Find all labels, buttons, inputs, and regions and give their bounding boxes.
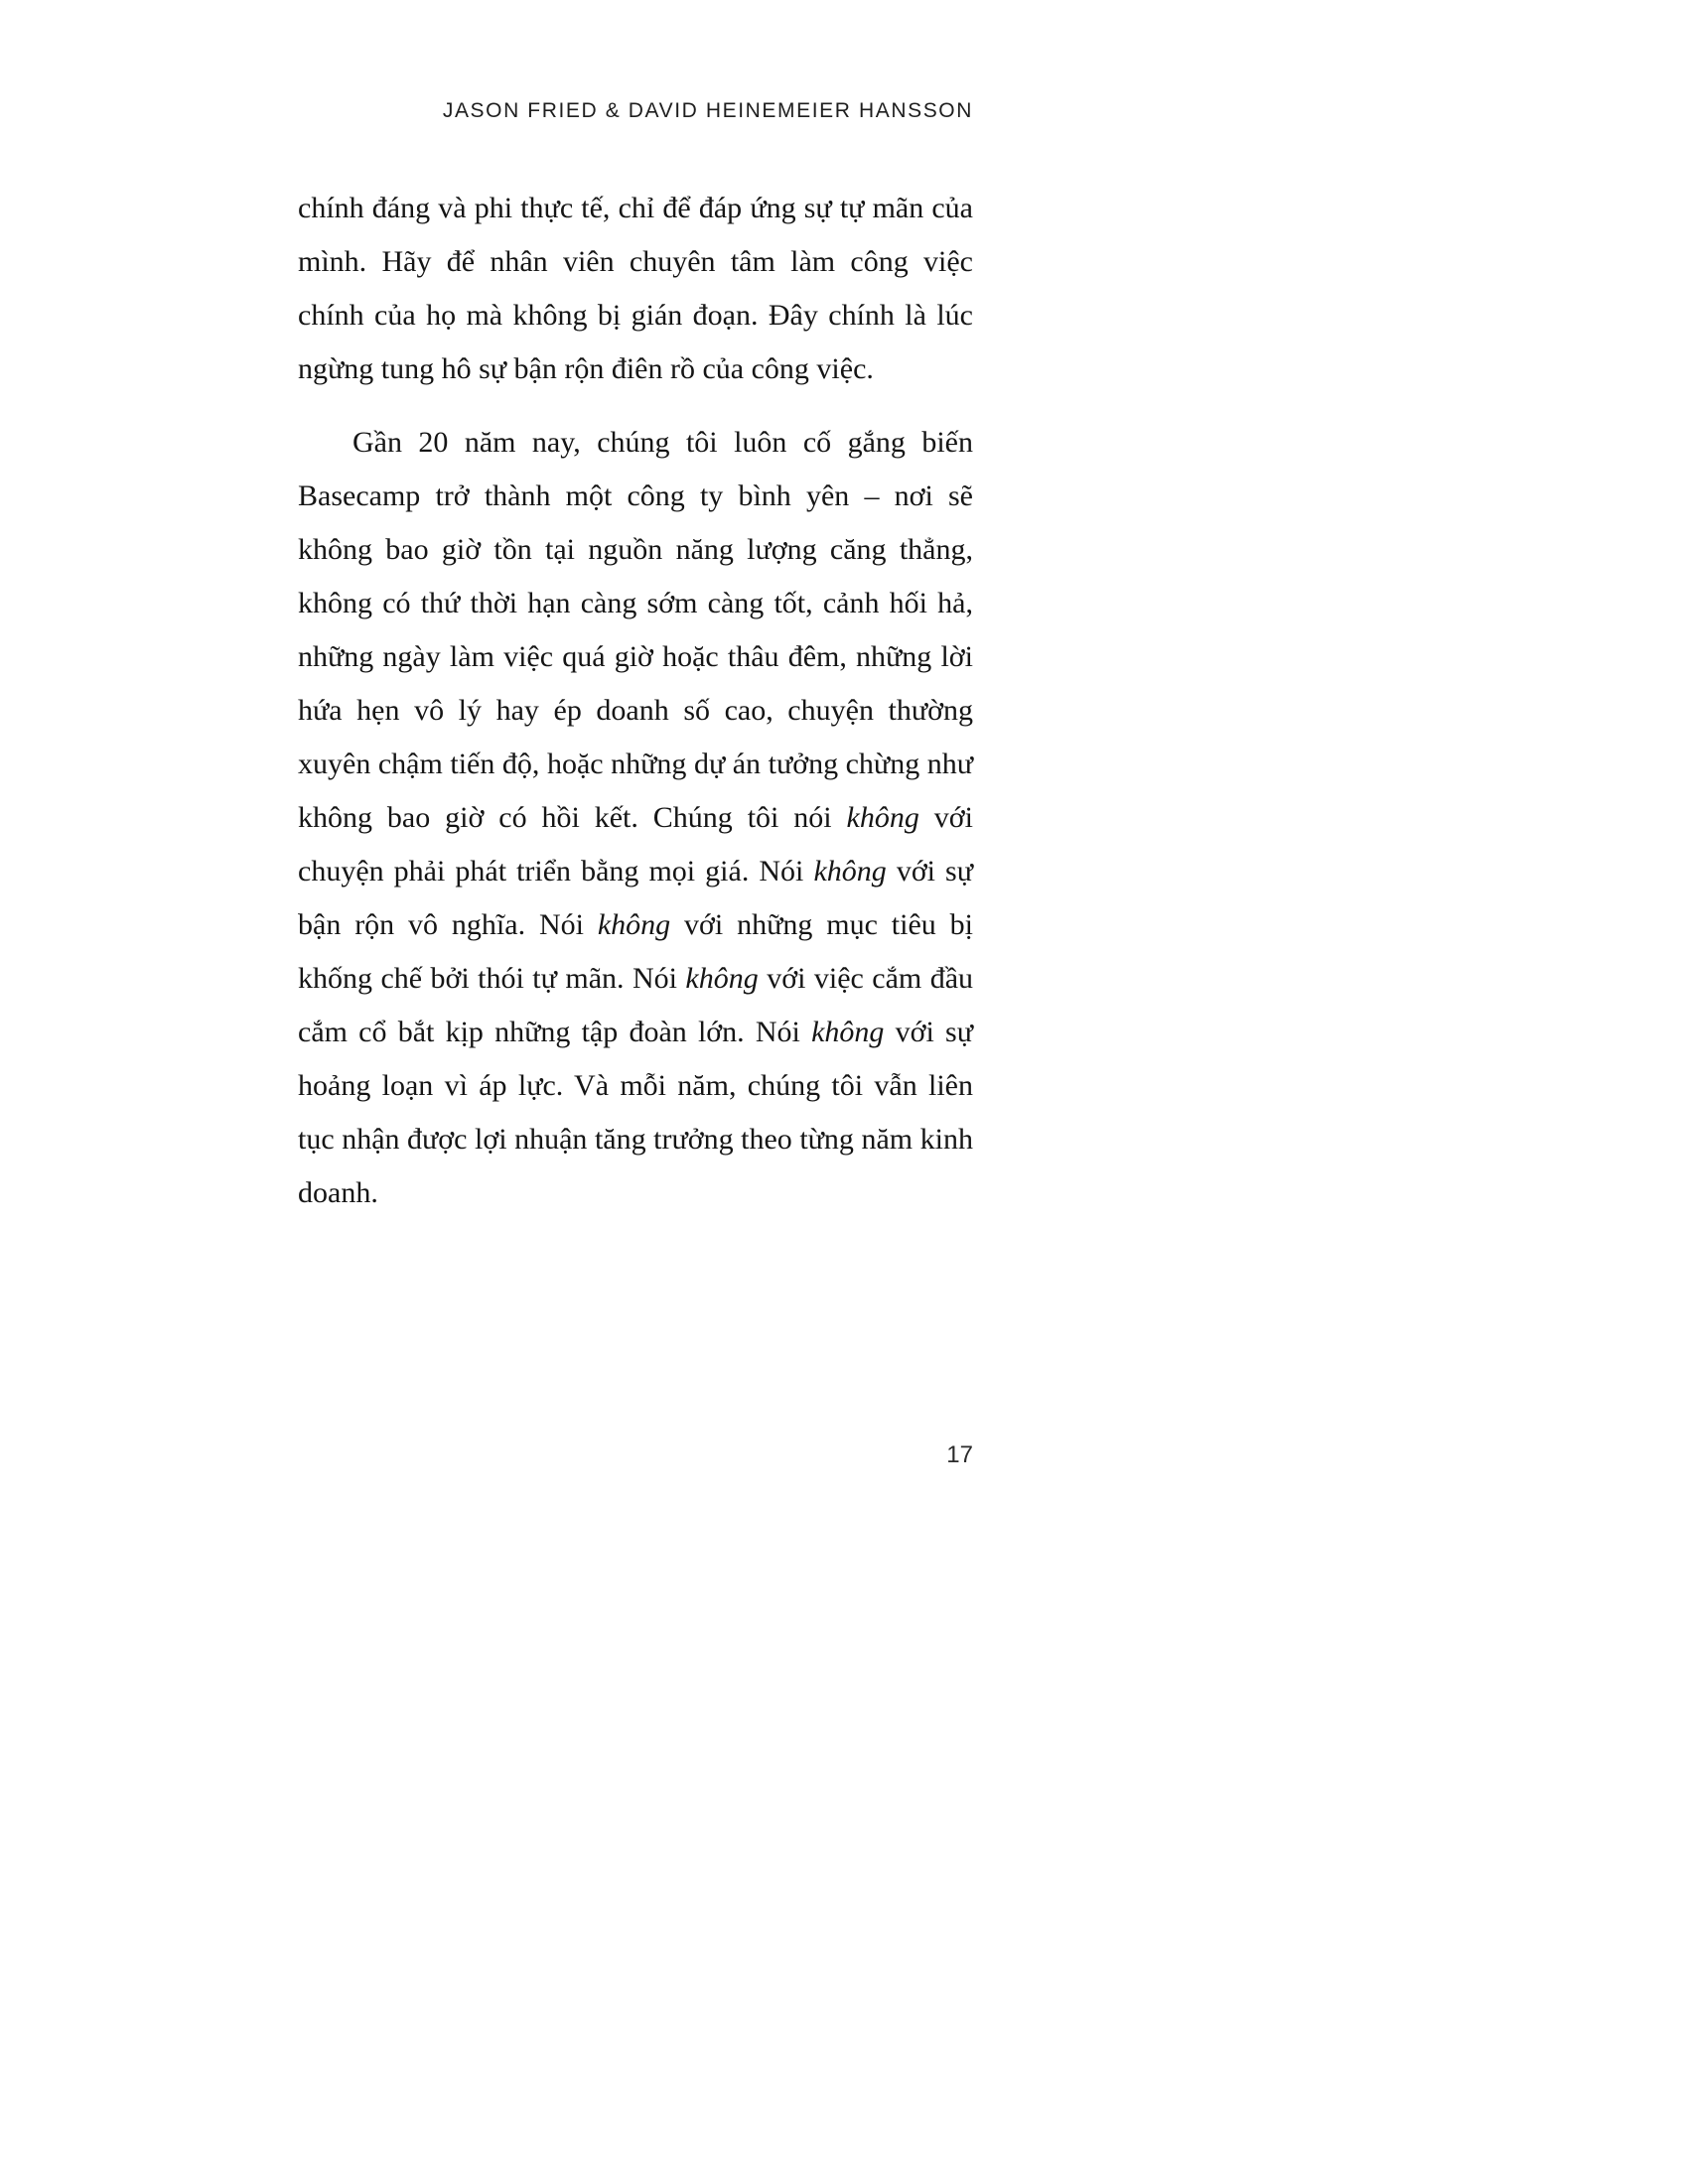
- text-run: với sự bận rộn vô nghĩa. Nói: [298, 855, 973, 941]
- emphasized-text: không: [846, 801, 919, 834]
- emphasized-text: không: [811, 1016, 885, 1048]
- text-run: với việc cắm đầu cắm cổ bắt kịp những tập đoàn lớn. Nói: [298, 962, 974, 1048]
- running-header-text: JASON FRIED & DAVID HEINEMEIER HANSSON: [442, 99, 973, 122]
- page-footer: [298, 1441, 973, 1469]
- emphasized-text: không: [597, 908, 671, 941]
- text-run: Gần 20 năm nay, chúng tôi luôn cố gắng biến Basecamp trở thành một công ty bình yên – nơi sẽ không bao giờ tồn tại nguồn năng lượng căng thẳng, không có thứ thời hạn càng sớm càng tốt, cảnh hối hả, những ngày làm việc quá giờ hoặc thâu đêm, những lời hứa hẹn vô lý hay ép doanh số cao, chuyện thường xuyên chậm tiến độ, hoặc những dự án tưởng chừng như không bao giờ có hồi kết. Chúng tôi nói: [298, 426, 973, 834]
- emphasized-text: không: [813, 855, 887, 887]
- text-run: với chuyện phải phát triển bằng mọi giá. Nói: [298, 801, 973, 887]
- text-run: với những mục tiêu bị khống chế bởi thói tự mãn. Nói: [298, 908, 973, 995]
- page-number: 17: [946, 1441, 973, 1468]
- emphasized-text: không: [685, 962, 759, 995]
- running-header: [298, 99, 973, 123]
- text-run: chính đáng và phi thực tế, chỉ để đáp ứng sự tự mãn của mình. Hãy để nhân viên chuyên tâm làm công việc chính của họ mà không bị gián đoạn. Đây chính là lúc ngừng tung hô sự bận rộn điên rồ của công việc.: [298, 192, 973, 385]
- text-run: với sự hoảng loạn vì áp lực. Và mỗi năm, chúng tôi vẫn liên tục nhận được lợi nhuận tăng trưởng theo từng năm kinh doanh.: [298, 1016, 973, 1209]
- body-text: [298, 182, 973, 1240]
- paragraph: [298, 182, 973, 396]
- paragraph: [298, 416, 973, 1220]
